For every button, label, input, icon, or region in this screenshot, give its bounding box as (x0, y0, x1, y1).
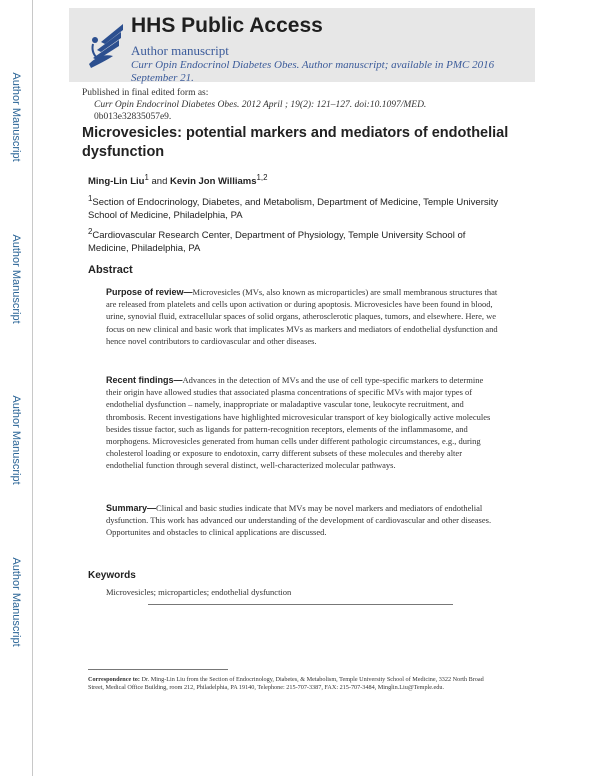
affiliation-2: $^2$Cardiovascular Research Center, Department of Physiology, Temple University School of Medicine, Philadelphia, PA (88, 227, 466, 255)
keywords-divider (148, 604, 453, 605)
abstract-heading: Abstract (88, 264, 133, 276)
footnote-divider (88, 669, 228, 670)
margin-divider (32, 0, 33, 776)
keywords-list: Microvesicles; microparticles; endothelial dysfunction (106, 587, 292, 597)
abstract-findings: Recent findings—Advances in the detection of MVs and the use of cell type-specific markers to determine their origin have allowed studies that associated plasma concentrations of specific MVs with major types of endothelial dysfunction – namely, inappropriate or maladaptive vascular tone, leukocyte recruitment, and thrombosis. Recent investigations have highlighted microvesicular transport of key biologically active molecules besides tissue factor, such as ligands for pattern-recognition receptors, elements of the inflammasome, and morphogens. Microvesicles generated from human cells under different pathologic circumstances, e.g., during cholesterol loading or exposure to endotoxin, carry different subsets of these molecules and thereby alter endothelial function through several distinct, well-characterized molecular pathways. (106, 375, 491, 471)
keywords-heading: Keywords (88, 570, 136, 581)
pmc-citation[interactable]: Curr Opin Endocrinol Diabetes Obes. Author manuscript; available in PMC 2016 September 21. (131, 59, 495, 84)
side-label-4: Author Manuscript (10, 557, 22, 647)
side-label-1: Author Manuscript (10, 72, 22, 162)
hhs-eagle-logo-icon (79, 18, 131, 74)
correspondence-note: Correspondence to: Dr. Ming-Lin Liu from the Section of Endocrinology, Diabetes, & Metabolism, Temple University School of Medicine, 3322 North Broad Street, Medical Office Building, room 212, Philadelphia, PA 19140, Telephone: 215-707-3387, FAX: 215-707-3484, Minglin.Liu@Temple.edu. (88, 676, 484, 692)
article-title: Microvesicles: potential markers and mediators of endothelial dysfunction (82, 125, 509, 160)
published-info: Published in final edited form as: Curr Opin Endocrinol Diabetes Obes. 2012 April ; 19(2): 121–127. doi:10.1097/MED. 0b013e32835057e9. (82, 88, 427, 122)
author-list: Ming-Lin Liu$^1$ and Kevin Jon Williams$^{1,2}$ (88, 173, 268, 188)
author-2: Kevin Jon Williams (170, 176, 257, 188)
author-1: Ming-Lin Liu (88, 176, 145, 188)
side-label-2: Author Manuscript (10, 234, 22, 324)
hhs-header (69, 8, 535, 82)
abstract-purpose: Purpose of review—Microvesicles (MVs, also known as microparticles) are small membranous structures that are released from platelets and cells upon activation or during apoptosis. Microvesicles have been found in blood, urine, synovial fluid, extracellular spaces of solid organs, atherosclerotic plaques, tumors, and elsewhere. Here, we focus on new clinical and basic work that implicates MVs as markers and mediators of endothelial dysfunction and hence novel contributors to cardiovascular and other diseases. (106, 287, 498, 346)
hhs-title: HHS Public Access (131, 14, 323, 37)
author-manuscript-label: Author manuscript (131, 43, 229, 58)
side-label-3: Author Manuscript (10, 395, 22, 485)
affiliation-1: $^1$Section of Endocrinology, Diabetes, and Metabolism, Department of Medicine, Temple University School of Medicine, Philadelphia, PA (88, 194, 499, 222)
abstract-summary: Summary—Clinical and basic studies indicate that MVs may be novel markers and mediators of endothelial dysfunction. This work has advanced our understanding of the development of cardiovascular and other diseases. Opportunites and obstacles to clinical applications are discussed. (106, 503, 492, 538)
